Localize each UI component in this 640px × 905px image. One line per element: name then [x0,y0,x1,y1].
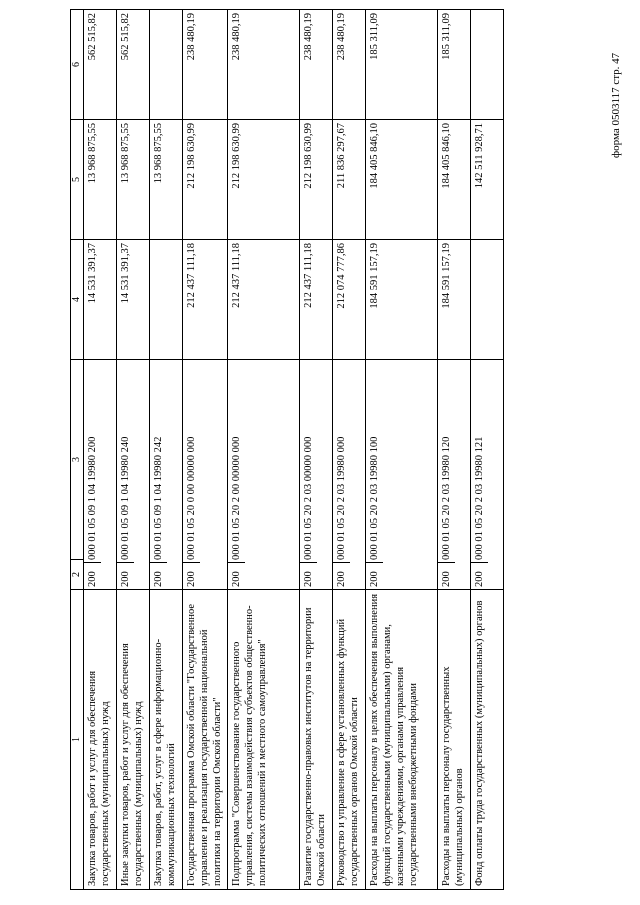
table-row [333,10,366,890]
row-name: Руководство и управление в сфере установленных функций государственных органов Омской области [333,590,366,890]
table-row [438,10,471,890]
row-executed: 142 511 928,71 [471,120,504,240]
table-row [84,10,117,890]
row-executed: 13 968 875,55 [84,120,117,240]
row-classification-code: 000 01 05 20 2 03 19980 000 [336,436,347,560]
row-classification-code: 000 01 05 09 1 04 19980 240 [120,436,131,560]
row-code-cell [471,360,504,590]
budget-table [70,9,504,890]
row-name: Расходы на выплаты персоналу государственных (муниципальных) органов [438,590,471,890]
row-line-code: 200 [84,562,101,589]
row-classification-code: 000 01 05 20 2 03 19980 121 [474,436,485,560]
row-classification-code: 000 01 05 09 1 04 19980 200 [87,436,98,560]
row-executed: 13 968 875,55 [117,120,150,240]
row-classification-code: 000 01 05 20 2 03 00000 000 [303,436,314,560]
row-code-cell [438,360,471,590]
table-row [366,10,438,890]
row-approved: 212 437 111,18 [183,240,228,360]
table-row [183,10,228,890]
row-unexecuted: 562 515,82 [117,10,150,120]
row-code-cell [300,360,333,590]
row-code-cell [117,360,150,590]
row-code-cell [333,360,366,590]
row-approved [150,240,183,360]
form-label: форма 0503117 стр. 47 [610,52,622,158]
row-approved: 14 531 391,37 [84,240,117,360]
row-unexecuted: 238 480,19 [300,10,333,120]
row-executed: 13 968 875,55 [150,120,183,240]
row-executed: 184 405 846,10 [438,120,471,240]
col-header-4: 4 [71,240,84,360]
col-header-3: 3 [71,360,84,560]
row-executed: 211 836 297,67 [333,120,366,240]
col-header-1: 1 [71,590,84,890]
row-classification-code: 000 01 05 20 0 00 00000 000 [186,436,197,560]
row-executed: 212 198 630,99 [228,120,300,240]
row-name: Расходы на выплаты персоналу в целях обеспечения выполнения функций государственными (муниципальными) органами, казенными учреждениями, органами управления государственными внебюджетными фондами [366,590,438,890]
table-row [150,10,183,890]
col-header-6: 6 [71,10,84,120]
row-executed: 184 405 846,10 [366,120,438,240]
row-line-code: 200 [300,562,317,589]
table-row [228,10,300,890]
row-name: Закупка товаров, работ, услуг в сфере информационно-коммуникационных технологий [150,590,183,890]
row-line-code: 200 [228,562,245,589]
row-approved: 14 531 391,37 [117,240,150,360]
row-classification-code: 000 01 05 09 1 04 19980 242 [153,436,164,560]
row-code-cell [84,360,117,590]
col-header-5: 5 [71,120,84,240]
row-unexecuted: 238 480,19 [333,10,366,120]
row-line-code: 200 [333,562,350,589]
table-row [117,10,150,890]
row-unexecuted: 185 311,09 [366,10,438,120]
row-classification-code: 000 01 05 20 2 00 00000 000 [231,436,242,560]
row-executed: 212 198 630,99 [300,120,333,240]
row-approved: 212 437 111,18 [300,240,333,360]
row-line-code: 200 [183,562,200,589]
row-name: Фонд оплаты труда государственных (муниципальных) органов [471,590,504,890]
row-classification-code: 000 01 05 20 2 03 19980 120 [441,436,452,560]
column-number-row [71,10,84,890]
row-code-cell [366,360,438,590]
row-line-code: 200 [471,562,488,589]
row-name: Государственная программа Омской области "Государственное управление и реализация государственной национальной политики на территории Омской области" [183,590,228,890]
row-approved: 184 591 157,19 [438,240,471,360]
row-name: Развитие государственно-правовых институтов на территории Омской области [300,590,333,890]
row-line-code: 200 [117,562,134,589]
row-unexecuted: 185 311,09 [438,10,471,120]
col-header-2: 2 [71,560,84,590]
row-approved: 212 437 111,18 [228,240,300,360]
row-line-code: 200 [150,562,167,589]
row-approved: 212 074 777,86 [333,240,366,360]
row-approved: 184 591 157,19 [366,240,438,360]
row-name: Подпрограмма "Совершенствование государственного управления, системы взаимодействия субъектов общественно-политических отношений и местного самоуправления" [228,590,300,890]
row-code-cell [183,360,228,590]
row-unexecuted: 238 480,19 [183,10,228,120]
row-unexecuted [471,10,504,120]
row-line-code: 200 [438,562,455,589]
row-unexecuted: 238 480,19 [228,10,300,120]
row-executed: 212 198 630,99 [183,120,228,240]
row-unexecuted: 562 515,82 [84,10,117,120]
row-code-cell [228,360,300,590]
row-approved [471,240,504,360]
row-classification-code: 000 01 05 20 2 03 19980 100 [369,436,380,560]
row-unexecuted [150,10,183,120]
table-row [471,10,504,890]
row-name: Иные закупки товаров, работ и услуг для обеспечения государственных (муниципальных) нужд [117,590,150,890]
form-label-container [606,8,626,158]
row-name: Закупка товаров, работ и услуг для обеспечения государственных (муниципальных) нужд [84,590,117,890]
table-row [300,10,333,890]
row-line-code: 200 [366,562,383,589]
row-code-cell [150,360,183,590]
rotated-page [70,10,600,890]
